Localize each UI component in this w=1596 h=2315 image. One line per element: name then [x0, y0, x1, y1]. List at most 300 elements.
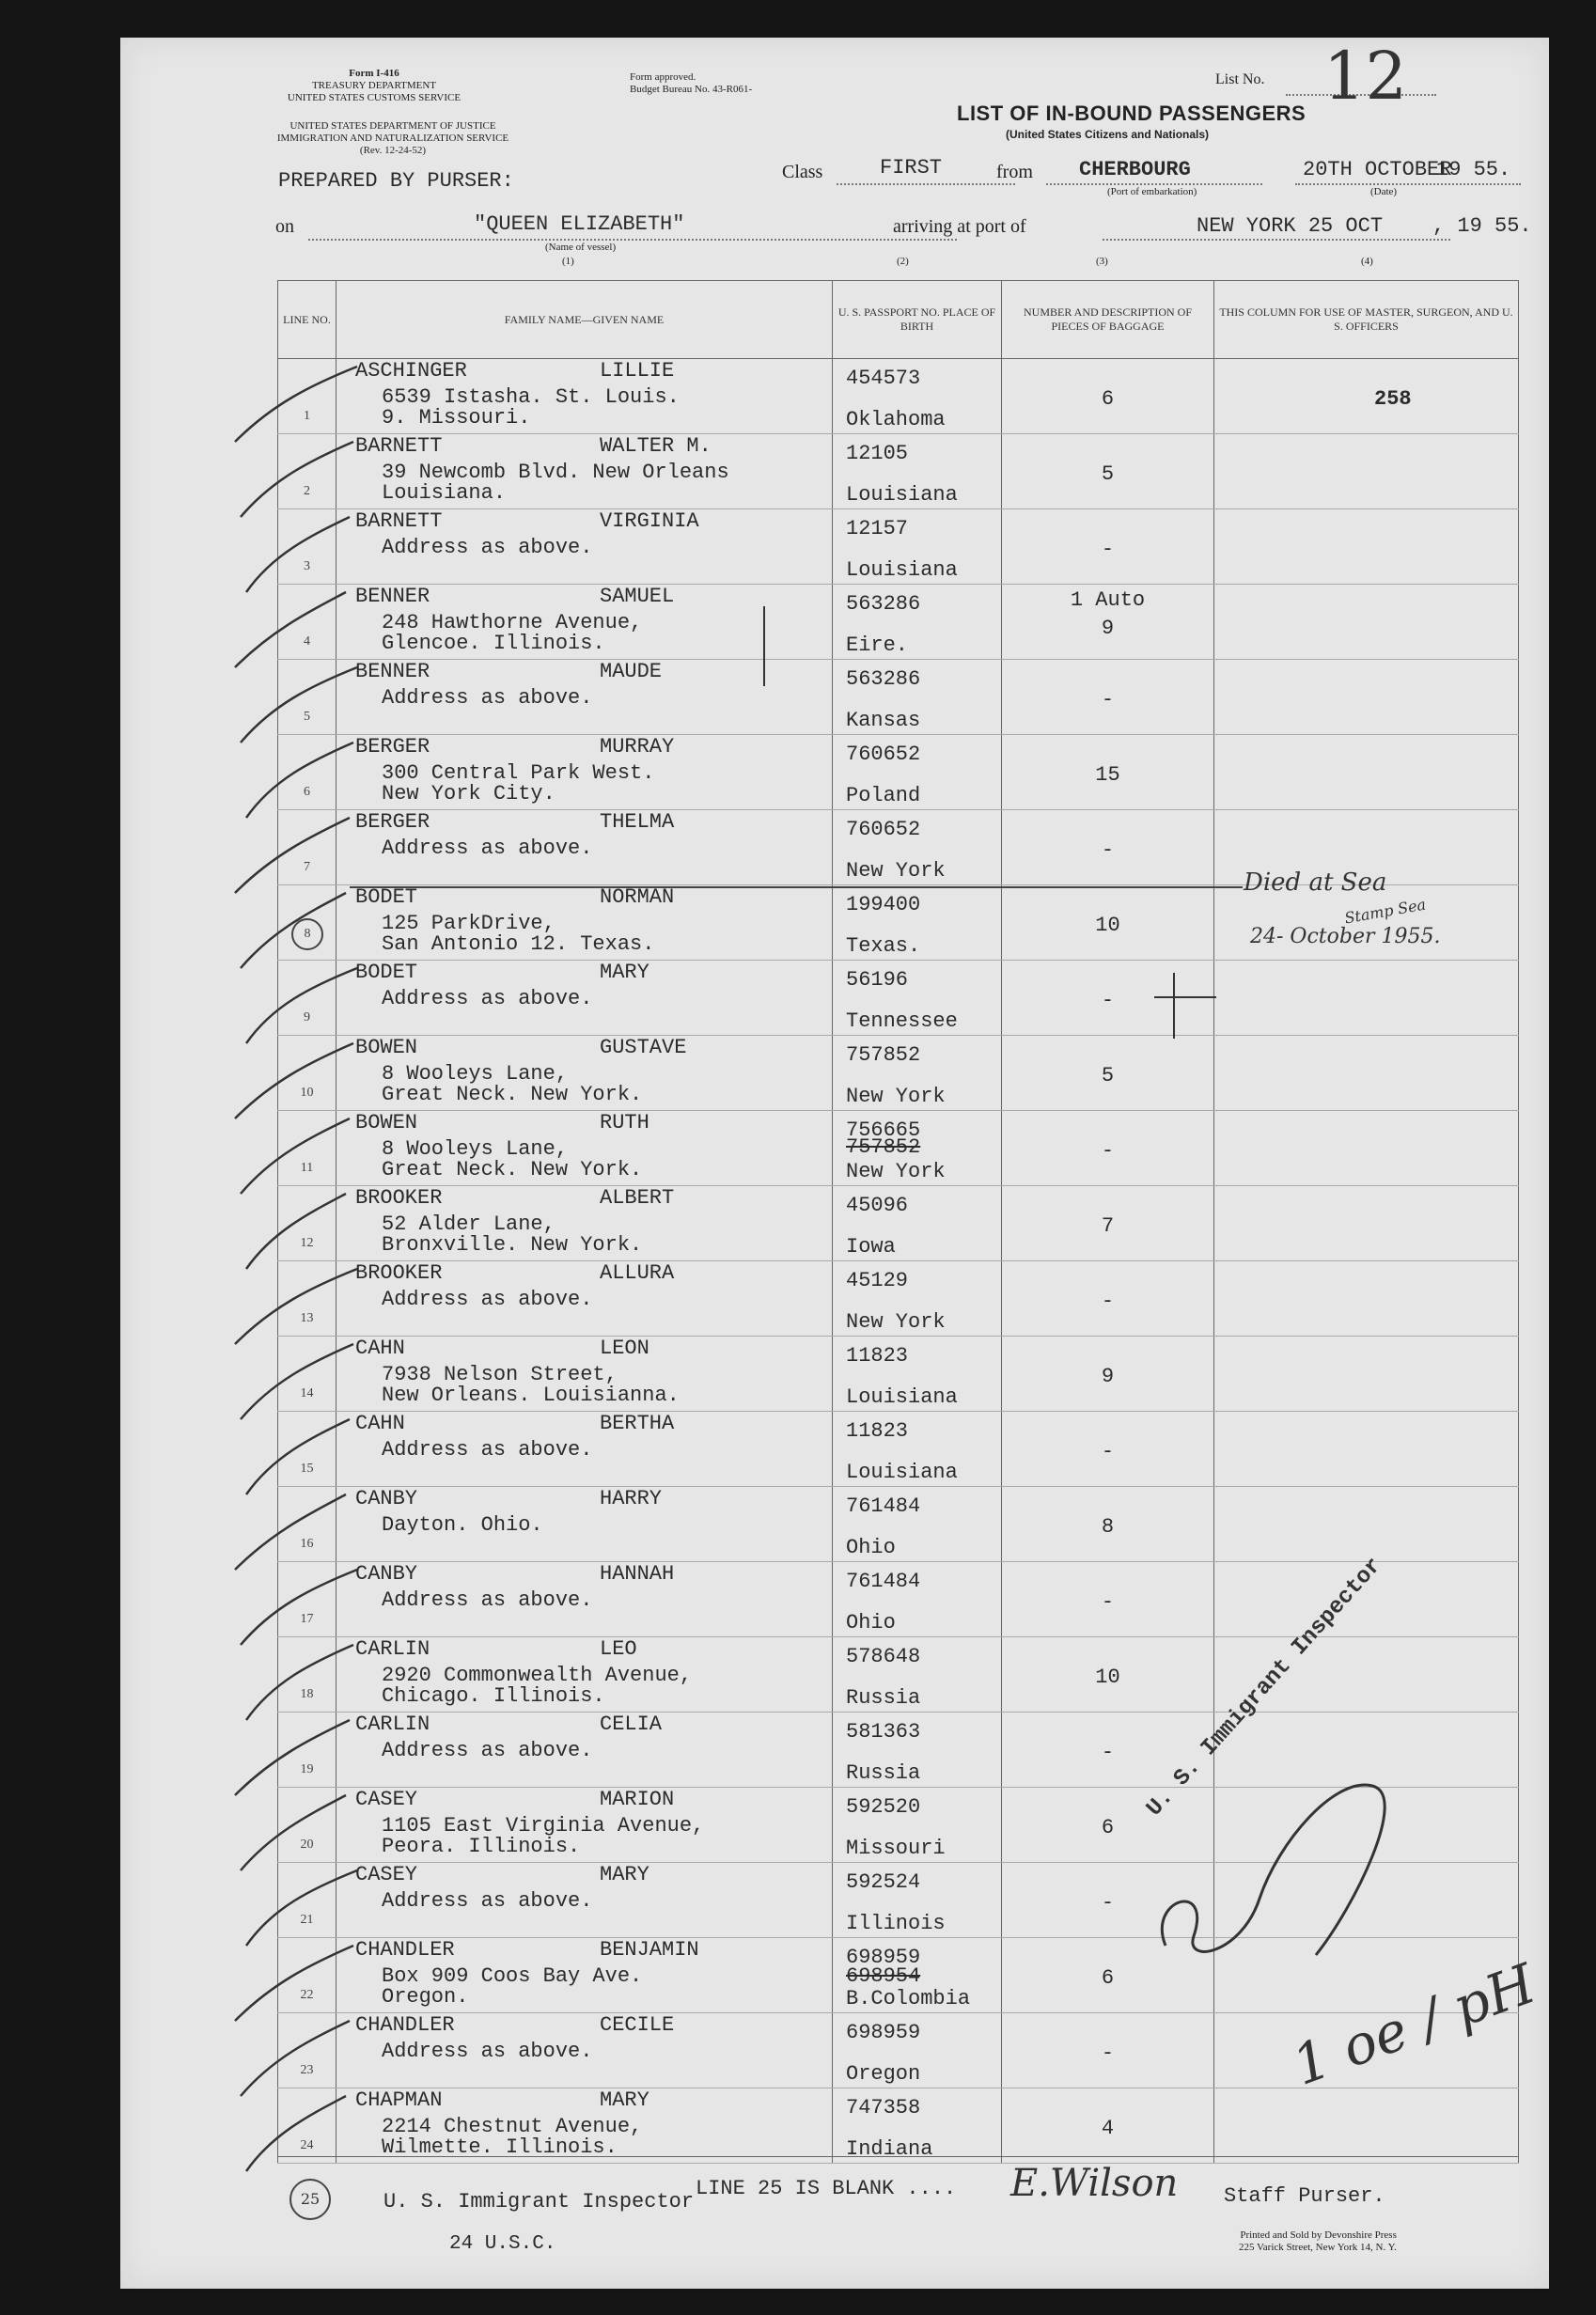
line-number: 1 [304, 409, 310, 423]
budget-info [630, 71, 752, 96]
line-number: 11 [300, 1161, 314, 1175]
address-line-1: 1105 East Virginia Avenue, [382, 1814, 705, 1838]
col-number: (2) [897, 256, 909, 267]
address-line-1: 6539 Istasha. St. Louis. [382, 385, 680, 409]
family-name: CASEY [355, 1788, 418, 1811]
officer-use-cell [1214, 1261, 1519, 1337]
officer-use-cell [1214, 1186, 1519, 1261]
name-cell [336, 1487, 833, 1562]
officer-use-cell [1214, 735, 1519, 810]
family-name: BOWEN [355, 1036, 418, 1059]
col-header-officers: THIS COLUMN FOR USE OF MASTER, SURGEON, AND U. S. OFFICERS [1214, 281, 1519, 359]
place-of-birth: Louisiana [846, 483, 958, 507]
vessel-rule [308, 239, 957, 241]
port-caption: (Port of embarkation) [1107, 186, 1197, 197]
given-name: MARY [600, 961, 649, 984]
table-row [278, 509, 1519, 585]
family-name: CANBY [355, 1487, 418, 1510]
passport-cell [833, 585, 1002, 660]
name-cell [336, 1412, 833, 1487]
baggage-count: - [1101, 688, 1115, 712]
place-of-birth: Texas. [846, 934, 921, 958]
given-name: LILLIE [600, 359, 675, 383]
baggage-cell [1002, 1487, 1214, 1562]
table-row [278, 1261, 1519, 1337]
name-cell [336, 1863, 833, 1938]
col-number: (1) [562, 256, 574, 267]
baggage-count: 6 [1101, 387, 1115, 411]
class-value: FIRST [880, 156, 943, 180]
printer-address: 225 Varick Street, New York 14, N. Y. [1239, 2242, 1397, 2253]
printer-info [1239, 2229, 1397, 2254]
family-name: BERGER [355, 810, 430, 834]
table-row [278, 735, 1519, 810]
family-name: CAHN [355, 1412, 405, 1435]
passport-number: 761484 [846, 1494, 921, 1518]
line-number: 15 [300, 1462, 314, 1476]
given-name: RUTH [600, 1111, 649, 1134]
address-line-1: Dayton. Ohio. [382, 1513, 543, 1537]
line-number: 6 [304, 785, 310, 799]
line-number: 12 [300, 1236, 314, 1250]
baggage-count: 4 [1101, 2117, 1115, 2140]
baggage-cell [1002, 810, 1214, 885]
baggage-count: 7 [1101, 1214, 1115, 1238]
died-note: Died at Sea [1244, 868, 1387, 897]
line-number: 20 [300, 1838, 314, 1852]
statute-ref: 24 U.S.C. [449, 2233, 556, 2255]
passport-number: 760652 [846, 818, 921, 841]
dept-customs: UNITED STATES CUSTOMS SERVICE [287, 92, 462, 103]
address-line-2: San Antonio 12. Texas. [382, 932, 655, 956]
passport-number: 12105 [846, 442, 909, 465]
line-number: 18 [300, 1687, 314, 1701]
check-mark [246, 743, 353, 818]
line-number: 19 [300, 1762, 314, 1776]
table-row [278, 2088, 1519, 2164]
officer-use-cell [1214, 961, 1519, 1036]
form-approved: Form approved. [630, 71, 696, 83]
address-line-1: Address as above. [382, 1739, 593, 1762]
address-line-2: Wilmette. Illinois. [382, 2135, 618, 2159]
arriving-label: arriving at port of [893, 216, 1026, 237]
list-no-label: List No. [1215, 71, 1265, 87]
col-header-passport: U. S. PASSPORT NO. PLACE OF BIRTH [833, 281, 1002, 359]
officer-use-cell [1214, 585, 1519, 660]
name-cell [336, 1036, 833, 1111]
address-line-1: 248 Hawthorne Avenue, [382, 611, 643, 634]
address-line-2: 9. Missouri. [382, 406, 531, 430]
table-row [278, 1412, 1519, 1487]
officer-use-cell [1214, 1111, 1519, 1186]
passport-cell [833, 961, 1002, 1036]
vessel-caption: (Name of vessel) [545, 242, 617, 253]
passport-cell [833, 2013, 1002, 2088]
check-mark [246, 1419, 350, 1494]
passport-cell [833, 1713, 1002, 1788]
passport-number: 11823 [846, 1344, 909, 1368]
passport-cell [833, 660, 1002, 735]
family-name: ASCHINGER [355, 359, 467, 383]
passport-cell [833, 1863, 1002, 1938]
table-header-row [278, 281, 1519, 359]
baggage-cell [1002, 1111, 1214, 1186]
inspector-initials: 1 oe / pH [1284, 1951, 1544, 2098]
baggage-cell [1002, 434, 1214, 509]
address-line-1: 52 Alder Lane, [382, 1212, 555, 1236]
passport-cell [833, 1186, 1002, 1261]
name-cell [336, 1186, 833, 1261]
check-marks [216, 348, 385, 2209]
place-of-birth: Russia [846, 1761, 921, 1785]
line-number: 10 [300, 1086, 314, 1100]
address-line-1: Address as above. [382, 1889, 593, 1913]
check-mark [246, 1645, 353, 1720]
arrival-rule [1103, 239, 1450, 241]
table-row [278, 1337, 1519, 1412]
address-line-1: Address as above. [382, 686, 593, 710]
family-name: CAHN [355, 1337, 405, 1360]
baggage-count: - [1101, 838, 1115, 862]
given-name: NORMAN [600, 885, 675, 909]
embark-date: 20TH OCTOBER [1303, 158, 1452, 181]
family-name: BOWEN [355, 1111, 418, 1134]
address-line-1: Address as above. [382, 1438, 593, 1462]
baggage-cell [1002, 1637, 1214, 1713]
baggage-cell [1002, 735, 1214, 810]
place-of-birth: New York [846, 859, 946, 883]
line-number: 9 [304, 1010, 310, 1025]
place-of-birth: Eire. [846, 633, 909, 657]
place-of-birth: Oklahoma [846, 408, 946, 431]
footer-rule [277, 2156, 1518, 2157]
passport-number: 756665 [846, 1118, 921, 1142]
name-cell [336, 660, 833, 735]
table-row [278, 1186, 1519, 1261]
passport-number: 698959 [846, 2021, 921, 2044]
officer-use-cell [1214, 2088, 1519, 2164]
name-cell [336, 1713, 833, 1788]
name-cell [336, 1562, 833, 1637]
given-name: THELMA [600, 810, 675, 834]
doj-block [271, 120, 515, 157]
officer-use-cell [1214, 660, 1519, 735]
baggage-cell [1002, 1036, 1214, 1111]
col-header-baggage: NUMBER AND DESCRIPTION OF PIECES OF BAGGAGE [1002, 281, 1214, 359]
given-name: CECILE [600, 2013, 675, 2037]
family-name: BODET [355, 961, 418, 984]
given-name: LEO [600, 1637, 637, 1661]
officer-note: 258 [1374, 387, 1412, 411]
family-name: BODET [355, 885, 418, 909]
baggage-count: - [1101, 538, 1115, 561]
given-name: ALLURA [600, 1261, 675, 1285]
name-cell [336, 810, 833, 885]
passport-number: 592520 [846, 1795, 921, 1819]
address-line-2: Oregon. [382, 1985, 469, 2009]
date-caption: (Date) [1370, 186, 1398, 197]
address-line-1: 8 Wooleys Lane, [382, 1062, 569, 1086]
purser-signature: E.Wilson [1010, 2162, 1179, 2205]
line-number: 3 [304, 559, 310, 573]
printer-line: Printed and Sold by Devonshire Press [1240, 2229, 1397, 2241]
budget-bureau: Budget Bureau No. 43-R061- [630, 84, 753, 95]
passport-cell [833, 1562, 1002, 1637]
date-rule [1295, 183, 1521, 185]
address-line-2: New York City. [382, 782, 555, 806]
baggage-count: - [1101, 2041, 1115, 2065]
baggage-cell [1002, 1337, 1214, 1412]
page-title: LIST OF IN-BOUND PASSENGERS [957, 102, 1307, 125]
check-mark [246, 968, 357, 1043]
name-cell [336, 961, 833, 1036]
family-name: CHANDLER [355, 2013, 455, 2037]
place-of-birth: Ohio [846, 1611, 896, 1635]
name-cell [336, 509, 833, 585]
baggage-count: 9 [1101, 617, 1115, 640]
inspector-stamp: U. S. Immigrant Inspector [1142, 1553, 1387, 1822]
check-mark [241, 667, 357, 743]
passport-number: 578648 [846, 1645, 921, 1668]
family-name: CARLIN [355, 1637, 430, 1661]
check-mark [246, 1870, 357, 1946]
baggage-cell [1002, 885, 1214, 961]
name-cell [336, 1637, 833, 1713]
table-row [278, 359, 1519, 434]
passport-cell [833, 2088, 1002, 2164]
given-name: GUSTAVE [600, 1036, 687, 1059]
baggage-extra: 1 Auto [1070, 588, 1146, 612]
address-line-2: Glencoe. Illinois. [382, 632, 605, 655]
address-line-1: 39 Newcomb Blvd. New Orleans [382, 461, 729, 484]
address-line-2: Louisiana. [382, 481, 507, 505]
passport-number: 581363 [846, 1720, 921, 1744]
baggage-count: 5 [1101, 462, 1115, 486]
baggage-count: 9 [1101, 1365, 1115, 1388]
name-cell [336, 1261, 833, 1337]
baggage-count: - [1101, 1290, 1115, 1313]
col-header-name: FAMILY NAME—GIVEN NAME [336, 281, 833, 359]
ins-title: IMMIGRATION AND NATURALIZATION SERVICE [276, 133, 509, 144]
passport-cell [833, 1036, 1002, 1111]
line-number: 21 [300, 1913, 314, 1927]
staff-purser-label: Staff Purser. [1224, 2184, 1385, 2208]
baggage-cell [1002, 1261, 1214, 1337]
passport-number: 563286 [846, 592, 921, 616]
given-name: VIRGINIA [600, 509, 699, 533]
check-mark [235, 1494, 346, 1570]
address-line-1: 2214 Chestnut Avenue, [382, 2115, 643, 2138]
death-strike-line [350, 886, 1243, 888]
line-number: 23 [300, 2063, 314, 2077]
baggage-cell [1002, 660, 1214, 735]
table-row [278, 585, 1519, 660]
address-line-1: 2920 Commonwealth Avenue, [382, 1664, 693, 1687]
line-number: 4 [304, 634, 310, 649]
passport-cell [833, 1637, 1002, 1713]
baggage-cell [1002, 1186, 1214, 1261]
place-of-birth: Louisiana [846, 558, 958, 582]
died-extra-note: Stamp Sea [1343, 895, 1428, 928]
check-mark [241, 1344, 353, 1419]
passport-number: 592524 [846, 1870, 921, 1894]
baggage-cell [1002, 1562, 1214, 1637]
arrival-year: , 19 55. [1432, 214, 1532, 238]
baggage-count: 10 [1095, 914, 1120, 937]
tick-mark [763, 606, 765, 686]
family-name: BARNETT [355, 509, 443, 533]
page-subtitle: (United States Citizens and Nationals) [1006, 128, 1210, 141]
name-cell [336, 2088, 833, 2164]
address-line-1: Address as above. [382, 1288, 593, 1311]
passport-cell [833, 1938, 1002, 2013]
address-line-1: Address as above. [382, 837, 593, 860]
family-name: BROOKER [355, 1186, 443, 1210]
name-cell [336, 2013, 833, 2088]
baggage-count: - [1101, 989, 1115, 1012]
baggage-count: 10 [1095, 1666, 1120, 1689]
passport-number: 12157 [846, 517, 909, 540]
check-mark [235, 1043, 353, 1118]
class-rule [837, 183, 1015, 185]
name-cell [336, 1337, 833, 1412]
address-line-1: 7938 Nelson Street, [382, 1363, 618, 1386]
family-name: CHANDLER [355, 1938, 455, 1962]
line-number: 16 [300, 1537, 314, 1551]
name-cell [336, 735, 833, 810]
check-mark [241, 1118, 350, 1194]
line-number: 5 [304, 710, 310, 724]
table-row [278, 1487, 1519, 1562]
family-name: BARNETT [355, 434, 443, 458]
vessel-name: "QUEEN ELIZABETH" [474, 212, 685, 236]
arrival-port: NEW YORK 25 OCT [1197, 214, 1384, 238]
class-label: Class [782, 162, 823, 182]
address-line-2: Peora. Illinois. [382, 1835, 581, 1858]
name-cell [336, 1788, 833, 1863]
line-25-number: 25 [289, 2179, 331, 2220]
passport-cell [833, 1337, 1002, 1412]
table-row [278, 660, 1519, 735]
baggage-cell [1002, 2088, 1214, 2164]
passport-cell [833, 1412, 1002, 1487]
table-row [278, 1036, 1519, 1111]
place-of-birth: Louisiana [846, 1385, 958, 1409]
check-mark [235, 1269, 357, 1344]
place-of-birth: Russia [846, 1686, 921, 1710]
baggage-cell [1002, 359, 1214, 434]
place-of-birth: New York [846, 1310, 946, 1334]
officer-use-cell [1214, 1036, 1519, 1111]
check-mark [241, 1570, 357, 1645]
family-name: CASEY [355, 1863, 418, 1886]
passport-number: 56196 [846, 968, 909, 992]
passport-number: 761484 [846, 1570, 921, 1593]
place-of-birth: Illinois [846, 1912, 946, 1935]
place-of-birth: New York [846, 1160, 946, 1183]
passport-cell [833, 1788, 1002, 1863]
given-name: SAMUEL [600, 585, 675, 608]
place-of-birth: Tennessee [846, 1009, 958, 1033]
baggage-count: 8 [1101, 1515, 1115, 1539]
line-number: 7 [304, 860, 310, 874]
check-mark [235, 1946, 353, 2021]
passport-cell [833, 509, 1002, 585]
address-line-1: 300 Central Park West. [382, 761, 655, 785]
given-name: MARY [600, 1863, 649, 1886]
rev-date: (Rev. 12-24-52) [359, 145, 427, 156]
passport-cell [833, 359, 1002, 434]
check-mark [241, 2021, 350, 2096]
check-mark [241, 1795, 346, 1870]
address-line-1: Address as above. [382, 987, 593, 1010]
baggage-cell [1002, 509, 1214, 585]
passport-number: 11823 [846, 1419, 909, 1443]
given-name: WALTER M. [600, 434, 712, 458]
given-name: BENJAMIN [600, 1938, 699, 1962]
baggage-cell [1002, 1412, 1214, 1487]
place-of-birth: Indiana [846, 2137, 933, 2161]
name-cell [336, 885, 833, 961]
check-mark [246, 2096, 346, 2171]
address-line-1: 125 ParkDrive, [382, 912, 555, 935]
passport-number: 454573 [846, 367, 921, 390]
passport-number: 45129 [846, 1269, 909, 1292]
handwritten-scrawl [1128, 1720, 1504, 2096]
name-cell [336, 359, 833, 434]
check-mark [235, 592, 346, 667]
col-number: (4) [1361, 256, 1373, 267]
passport-cell [833, 434, 1002, 509]
died-date-note: 24- October 1955. [1250, 925, 1441, 948]
check-mark [235, 818, 350, 893]
address-line-2: Bronxville. New York. [382, 1233, 643, 1257]
given-name: MARY [600, 2088, 649, 2112]
baggage-count: 15 [1095, 763, 1120, 787]
baggage-count: - [1101, 1741, 1115, 1764]
struck-passport: 757852 [846, 1135, 921, 1159]
line-number: 17 [300, 1612, 314, 1626]
place-of-birth: Iowa [846, 1235, 896, 1259]
address-line-2: New Orleans. Louisianna. [382, 1384, 680, 1407]
baggage-count: - [1101, 1590, 1115, 1614]
passport-cell [833, 885, 1002, 961]
baggage-count: - [1101, 1891, 1115, 1915]
given-name: LEON [600, 1337, 649, 1360]
officer-use-cell [1214, 434, 1519, 509]
given-name: MURRAY [600, 735, 675, 759]
line-number: 8 [291, 918, 323, 950]
passport-number: 760652 [846, 743, 921, 766]
table-row [278, 1637, 1519, 1713]
check-mark [241, 442, 353, 517]
embark-year: 19 55. [1436, 158, 1511, 181]
passport-number: 563286 [846, 667, 921, 691]
line-number: 2 [304, 484, 310, 498]
col-header-line: LINE NO. [278, 281, 336, 359]
port-rule [1046, 183, 1262, 185]
check-mark [235, 1720, 350, 1795]
address-line-2: Great Neck. New York. [382, 1158, 643, 1181]
family-name: BERGER [355, 735, 430, 759]
family-name: BENNER [355, 660, 430, 683]
passport-cell [833, 1111, 1002, 1186]
list-number: 12 [1323, 38, 1408, 115]
line-number: 24 [300, 2138, 314, 2152]
officer-use-cell [1214, 359, 1519, 434]
place-of-birth: Missouri [846, 1837, 946, 1860]
check-mark [246, 1194, 346, 1269]
